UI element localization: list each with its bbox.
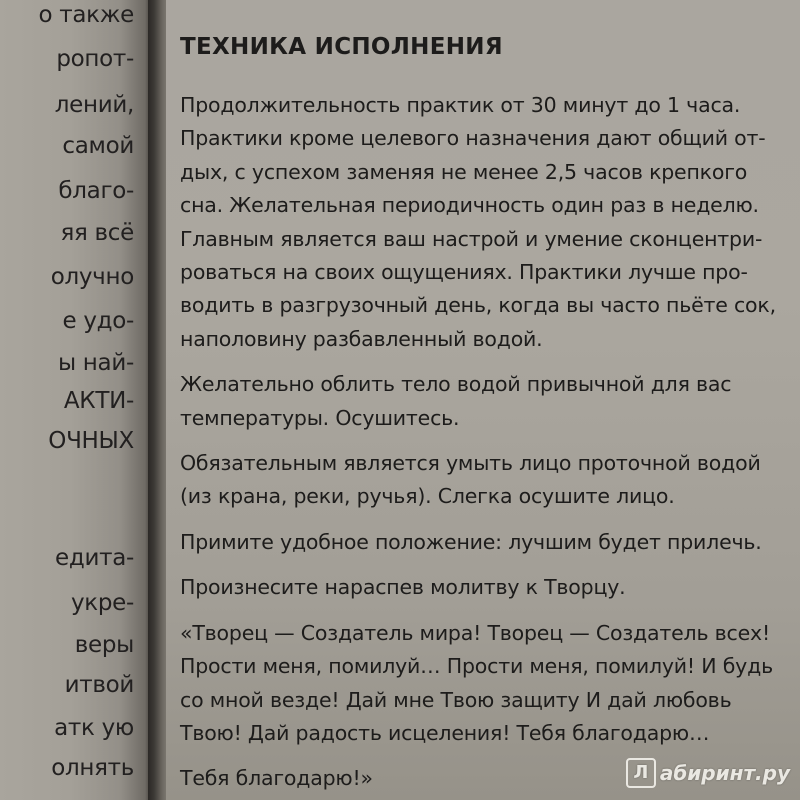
paragraph xyxy=(180,447,780,514)
left-page-line: атк ую xyxy=(54,715,134,741)
page-content xyxy=(180,28,780,800)
text-line: со мной везде! Дай мне Твою защиту И дай любовь xyxy=(180,687,732,712)
text-line: температуры. Осушитесь. xyxy=(180,405,460,430)
labirint-watermark xyxy=(626,758,790,788)
left-page-line: АКТИ- xyxy=(63,388,134,414)
left-page-line: е удо- xyxy=(62,308,134,334)
text-line: Прости меня, помилуй… Прости меня, помилуй! И будь xyxy=(180,654,773,679)
left-page-line: самой xyxy=(62,133,134,159)
paragraph xyxy=(180,89,780,356)
left-page-line: укре- xyxy=(70,590,134,616)
left-page-line: яя всё xyxy=(60,220,134,246)
text-line: дых, с успехом заменяя не менее 2,5 часов крепкого xyxy=(180,159,748,184)
labirint-logo-icon: Л xyxy=(626,758,656,788)
paragraph xyxy=(180,617,780,751)
paragraphs xyxy=(180,89,780,796)
left-page-line: едита- xyxy=(55,545,134,571)
left-page-line: веры xyxy=(74,632,134,658)
left-page-line: о также xyxy=(38,2,134,28)
text-line: сна. Желательная периодичность один раз в неделю. xyxy=(180,193,759,218)
text-line: водить в разгрузочный день, когда вы часто пьёте сок, xyxy=(180,293,776,318)
text-line: (из крана, реки, ручья). Слегка осушите лицо. xyxy=(180,484,675,509)
text-line: Главным является ваш настрой и умение сконцентри- xyxy=(180,226,763,251)
left-page-line: благо- xyxy=(58,178,134,204)
left-page xyxy=(0,0,150,800)
left-page-line: лений, xyxy=(54,92,134,118)
paragraph xyxy=(180,368,780,435)
text-line: Твою! Дай радость исцеления! Тебя благодарю… xyxy=(180,720,710,745)
text-line: Произнесите нараспев молитву к Творцу. xyxy=(180,575,626,600)
left-page-line: олучно xyxy=(50,264,134,290)
text-line: «Творец — Создатель мира! Творец — Создатель всех! xyxy=(180,620,770,645)
text-line: Практики кроме целевого назначения дают общий от- xyxy=(180,126,766,151)
text-line: Обязательным является умыть лицо проточной водой xyxy=(180,451,761,476)
left-page-line: ы най- xyxy=(57,350,134,376)
right-page xyxy=(166,0,800,800)
left-page-line: ОЧНЫХ xyxy=(48,428,134,454)
text-line: наполовину разбавленный водой. xyxy=(180,326,543,351)
section-heading: ТЕХНИКА ИСПОЛНЕНИЯ xyxy=(180,34,503,60)
left-page-line: олнять xyxy=(51,755,134,781)
text-line: роваться на своих ощущениях. Практики лучше про- xyxy=(180,260,748,285)
left-page-line: ропот- xyxy=(56,46,134,72)
paragraph xyxy=(180,526,780,559)
text-line: Тебя благодарю!» xyxy=(180,766,373,791)
text-line: Продолжительность практик от 30 минут до 1 часа. xyxy=(180,93,741,117)
text-line: Желательно облить тело водой привычной для вас xyxy=(180,372,732,397)
left-page-line: итвой xyxy=(64,672,134,698)
watermark-text: абиринт.ру xyxy=(659,761,790,785)
paragraph xyxy=(180,571,780,604)
text-line: Примите удобное положение: лучшим будет прилечь. xyxy=(180,529,762,554)
